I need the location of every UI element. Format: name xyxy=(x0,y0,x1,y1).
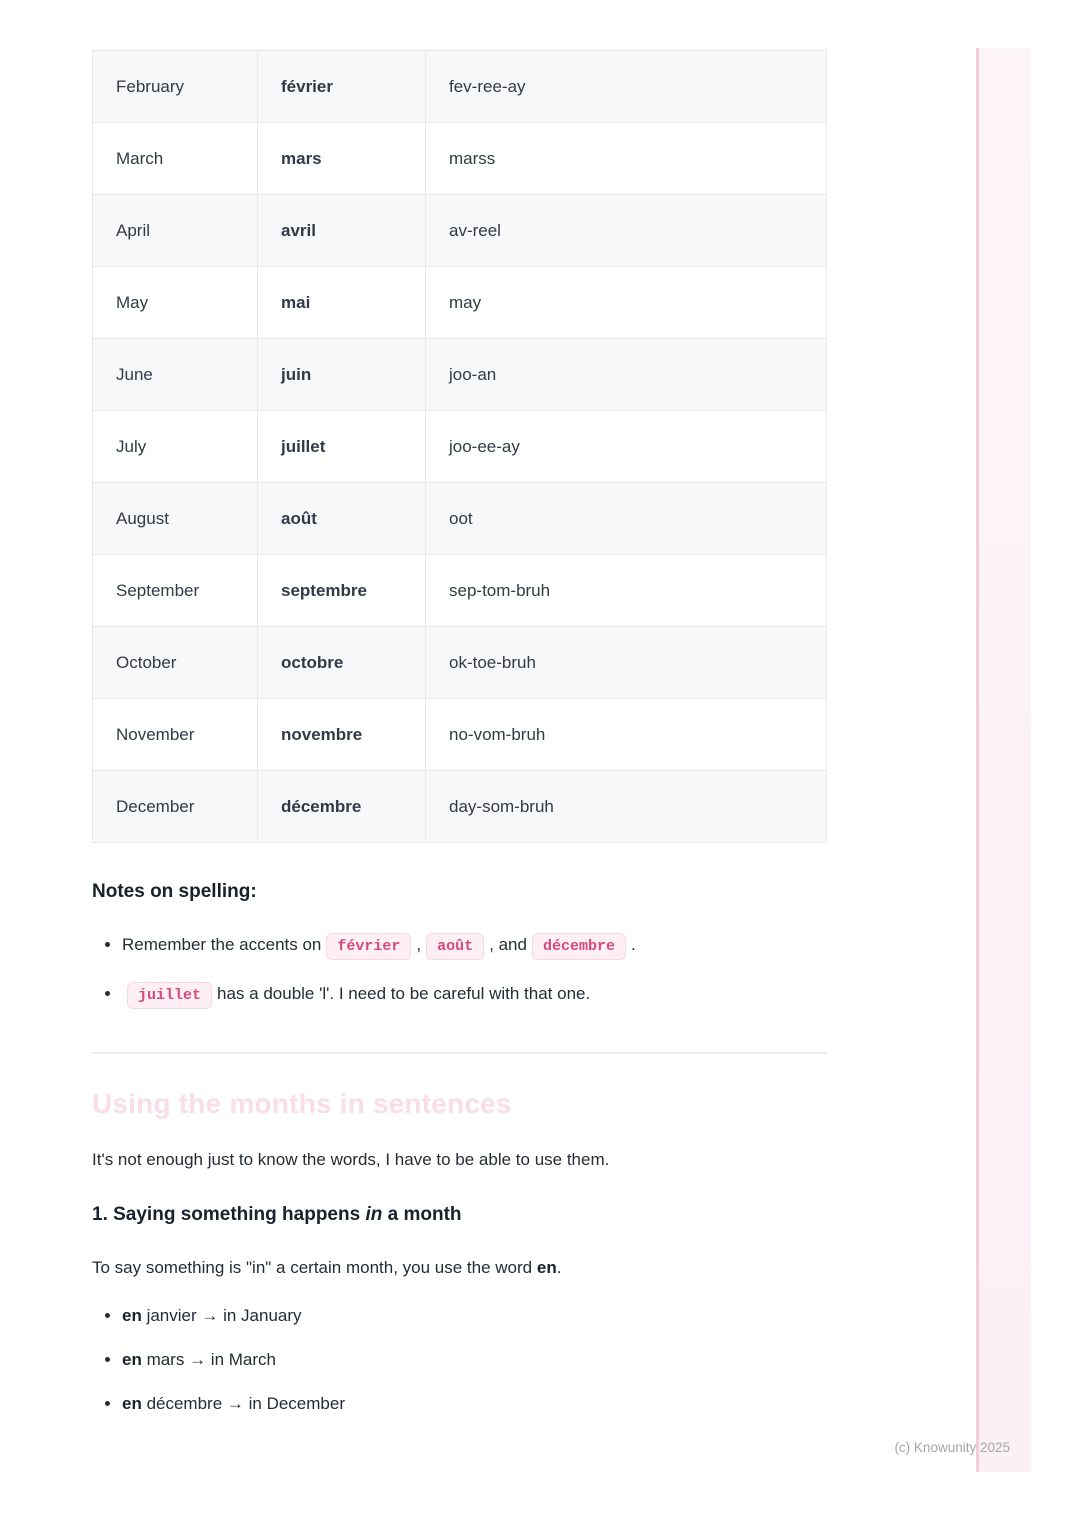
cell-english: May xyxy=(93,267,258,339)
section-intro: It's not enough just to know the words, I have to be able to use them. xyxy=(92,1150,610,1169)
cell-pronunciation: fev-ree-ay xyxy=(426,51,827,123)
cell-french: mars xyxy=(258,123,426,195)
example-text: mars → in March xyxy=(141,1350,276,1369)
example-text: décembre → in December xyxy=(141,1394,345,1413)
cell-pronunciation: joo-ee-ay xyxy=(426,411,827,483)
cell-french: juillet xyxy=(258,411,426,483)
table-row xyxy=(93,339,827,411)
cell-french: novembre xyxy=(258,699,426,771)
cell-french: octobre xyxy=(258,627,426,699)
usage-post: . xyxy=(556,1258,562,1277)
list-item xyxy=(122,929,827,963)
inline-code: août xyxy=(426,933,484,960)
table-row xyxy=(93,51,827,123)
usage-paragraph xyxy=(92,1256,827,1280)
cell-pronunciation: no-vom-bruh xyxy=(426,699,827,771)
cell-english: February xyxy=(93,51,258,123)
table-row xyxy=(93,483,827,555)
cell-english: April xyxy=(93,195,258,267)
usage-bold: en xyxy=(536,1258,557,1277)
sub-heading-italic: in xyxy=(365,1204,383,1225)
inline-code: juillet xyxy=(127,982,212,1009)
months-table xyxy=(92,50,827,843)
cell-pronunciation: oot xyxy=(426,483,827,555)
cell-english: August xyxy=(93,483,258,555)
example-bold: en xyxy=(122,1306,142,1325)
table-row xyxy=(93,699,827,771)
list-item xyxy=(122,1304,827,1328)
table-row xyxy=(93,771,827,843)
note-text: has a double 'l'. I need to be careful with that one. xyxy=(217,984,591,1003)
cell-english: November xyxy=(93,699,258,771)
cell-pronunciation: marss xyxy=(426,123,827,195)
example-list xyxy=(92,1304,827,1416)
section-heading: Using the months in sentences xyxy=(92,1088,512,1119)
cell-french: juin xyxy=(258,339,426,411)
cell-english: March xyxy=(93,123,258,195)
cell-pronunciation: may xyxy=(426,267,827,339)
sub-heading-pre: 1. Saying something happens xyxy=(92,1204,366,1225)
note-text: . xyxy=(630,935,636,954)
table-row xyxy=(93,411,827,483)
list-item xyxy=(122,1392,827,1416)
cell-pronunciation: joo-an xyxy=(426,339,827,411)
cell-pronunciation: day-som-bruh xyxy=(426,771,827,843)
example-bold: en xyxy=(122,1350,142,1369)
cell-french: mai xyxy=(258,267,426,339)
cell-english: June xyxy=(93,339,258,411)
list-item xyxy=(122,978,827,1012)
table-row xyxy=(93,195,827,267)
table-row xyxy=(93,123,827,195)
cell-english: July xyxy=(93,411,258,483)
inline-code: décembre xyxy=(532,933,626,960)
inline-code: février xyxy=(326,933,411,960)
sub-heading xyxy=(92,1204,827,1226)
cell-french: avril xyxy=(258,195,426,267)
notes-heading: Notes on spelling: xyxy=(92,881,257,902)
example-text: janvier → in January xyxy=(141,1306,302,1325)
page-accent-strip xyxy=(976,48,1031,1472)
cell-english: October xyxy=(93,627,258,699)
sub-heading-post: a month xyxy=(382,1204,462,1225)
table-row xyxy=(93,267,827,339)
cell-english: December xyxy=(93,771,258,843)
note-text: , and xyxy=(489,935,527,954)
cell-french: septembre xyxy=(258,555,426,627)
list-item xyxy=(122,1348,827,1372)
cell-pronunciation: sep-tom-bruh xyxy=(426,555,827,627)
cell-pronunciation: av-reel xyxy=(426,195,827,267)
cell-french: août xyxy=(258,483,426,555)
cell-pronunciation: ok-toe-bruh xyxy=(426,627,827,699)
cell-french: décembre xyxy=(258,771,426,843)
example-bold: en xyxy=(122,1394,142,1413)
note-text: , xyxy=(416,935,422,954)
table-row xyxy=(93,627,827,699)
cell-english: September xyxy=(93,555,258,627)
document-content xyxy=(92,0,827,1436)
table-row xyxy=(93,555,827,627)
copyright-credit: (c) Knowunity 2025 xyxy=(894,1440,1010,1455)
cell-french: février xyxy=(258,51,426,123)
section-divider xyxy=(92,1052,827,1054)
notes-list xyxy=(92,929,827,1012)
note-text: Remember the accents on xyxy=(122,935,322,954)
usage-pre: To say something is "in" a certain month, you use the word xyxy=(92,1258,537,1277)
